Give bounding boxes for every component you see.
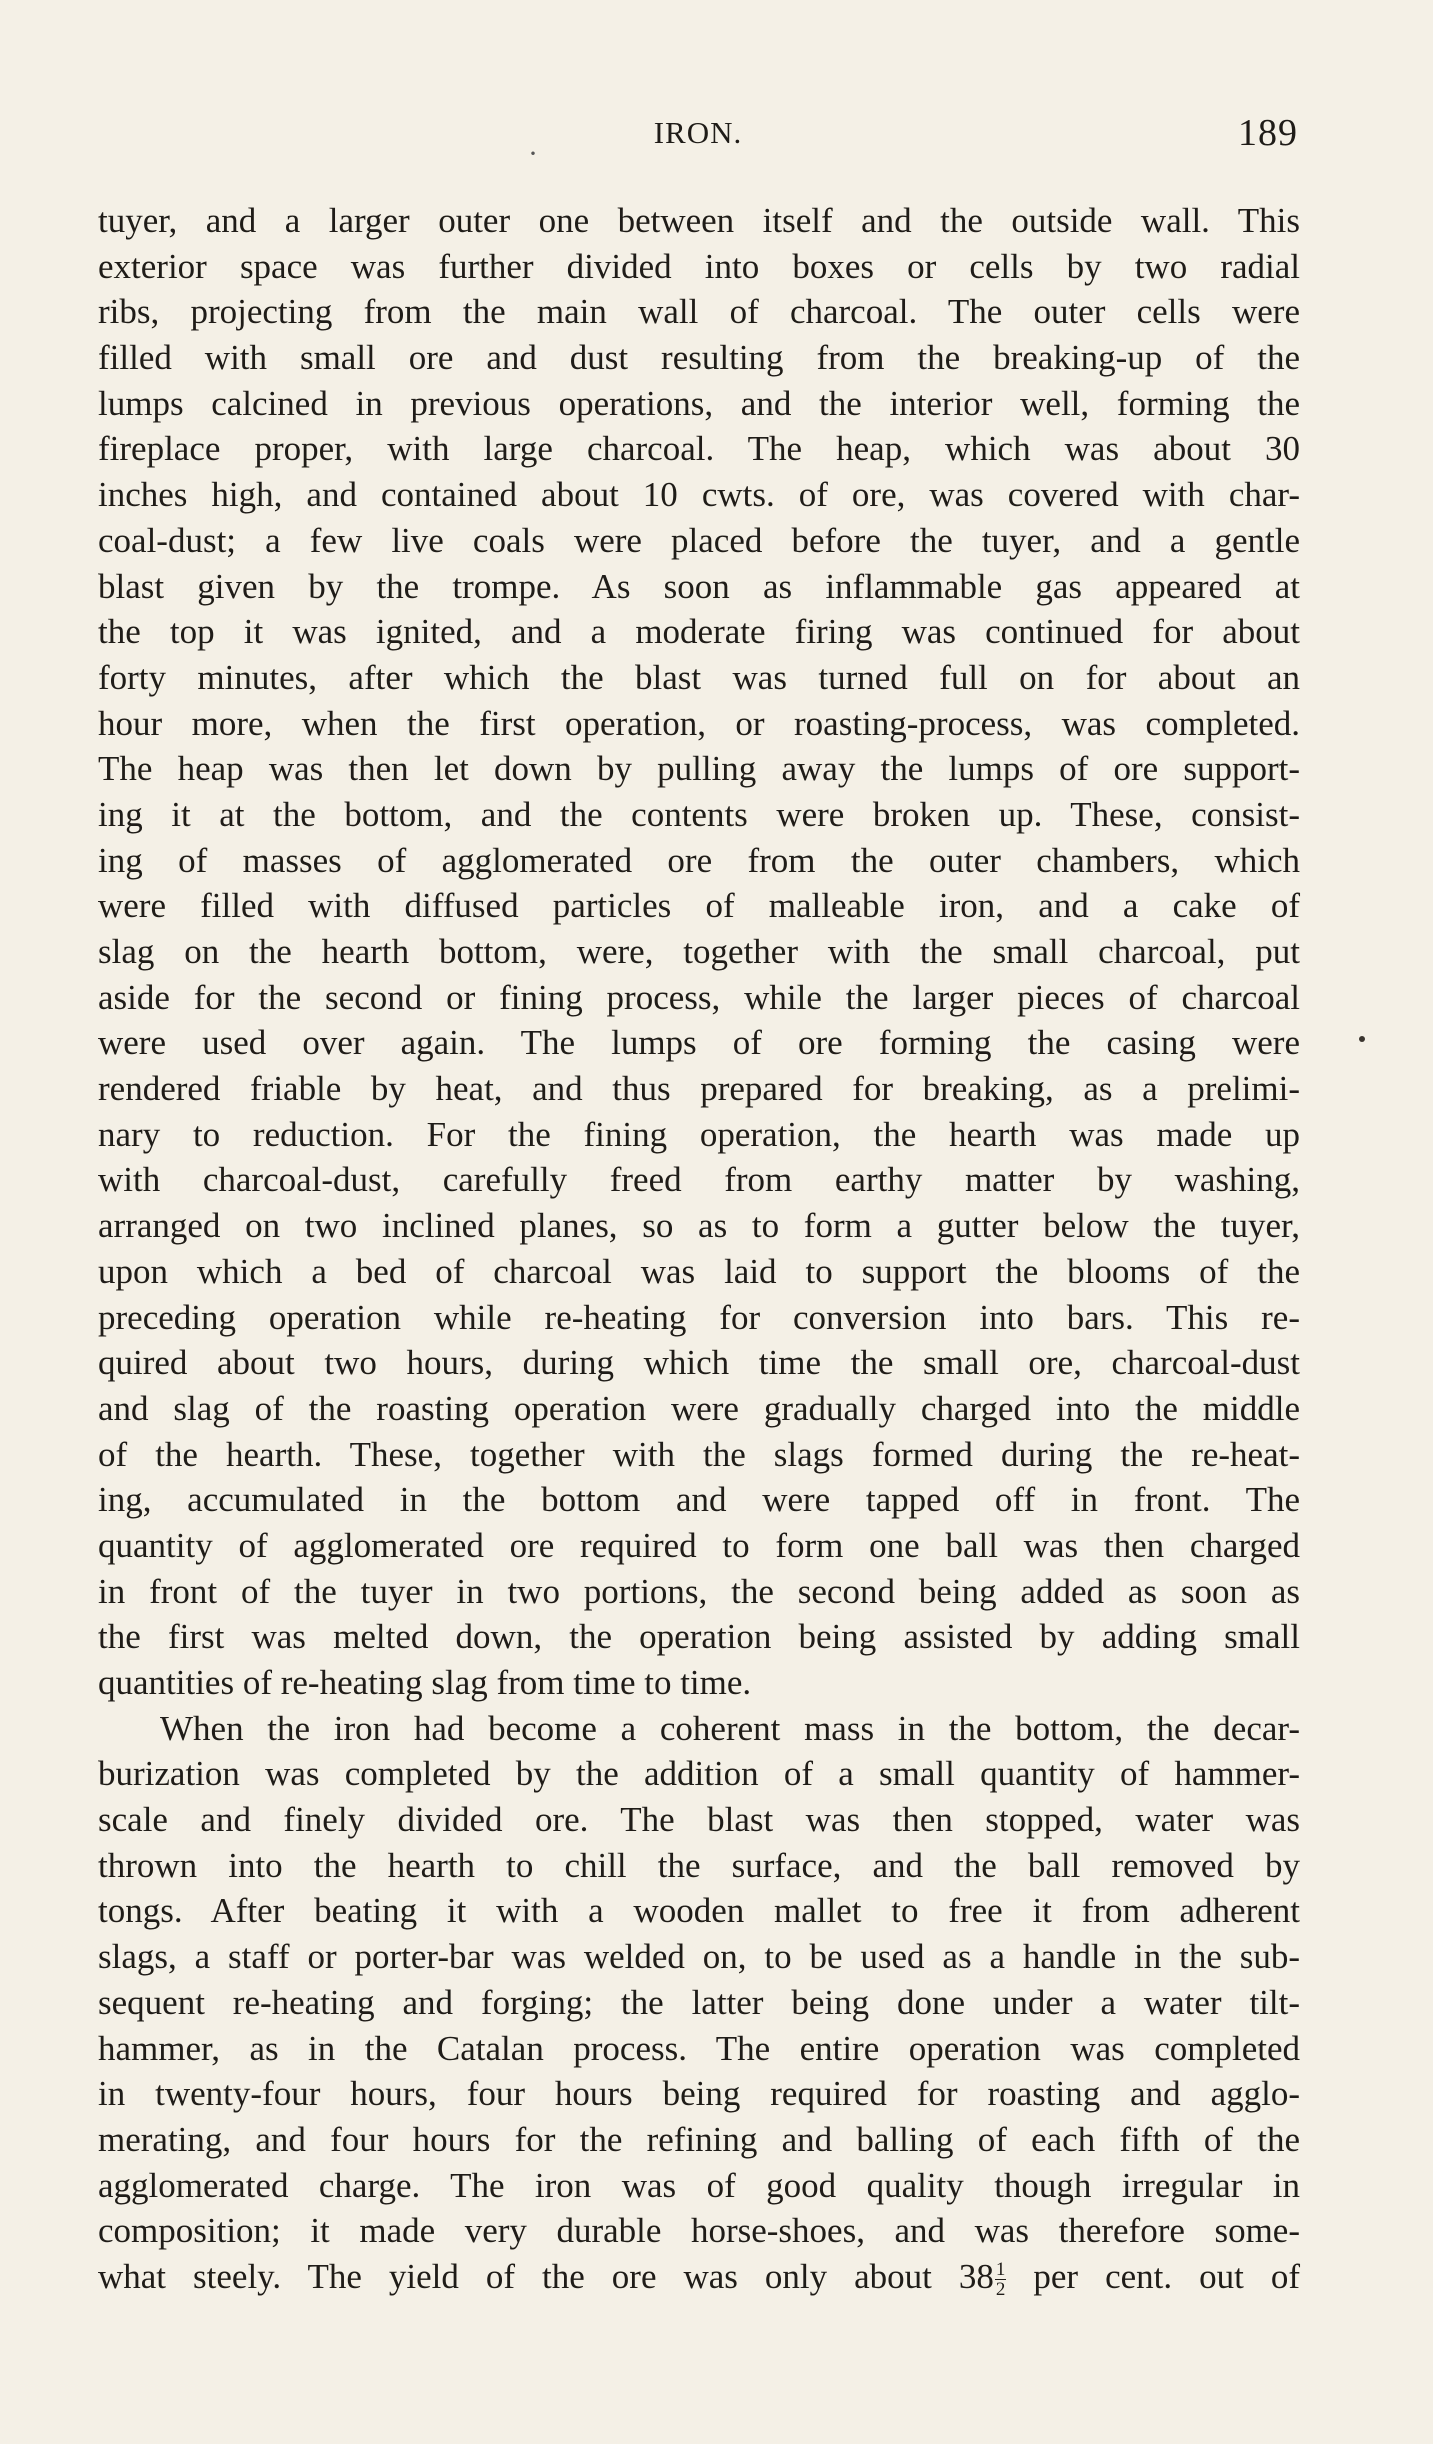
paragraph-end-line: quantities of re-heating slag from time to time. <box>98 1663 752 1702</box>
text-line: the top it was ignited, and a moderate firing was continued for about <box>98 612 1300 652</box>
page-number: 189 <box>1238 112 1298 154</box>
margin-mark <box>1359 1036 1365 1042</box>
text-line: ing of masses of agglomerated ore from the outer chambers, which <box>98 840 1300 880</box>
fraction-numerator: 1 <box>995 2259 1006 2281</box>
text-line: The heap was then let down by pulling away the lumps of ore support- <box>98 749 1300 789</box>
text-line: coal-dust; a few live coals were placed before the tuyer, and a gentle <box>98 520 1300 560</box>
final-line-after-fraction: per cent. out of <box>1006 2256 1300 2296</box>
text-line: in twenty-four hours, four hours being required for roasting and agglo- <box>98 2074 1300 2114</box>
text-line: tongs. After beating it with a wooden mallet to free it from adherent <box>98 1891 1300 1931</box>
text-line: agglomerated charge. The iron was of good quality though irregular in <box>98 2165 1300 2205</box>
text-line: filled with small ore and dust resulting from the breaking-up of the <box>98 338 1300 378</box>
text-line: forty minutes, after which the blast was turned full on for about an <box>98 657 1300 697</box>
text-line: aside for the second or fining process, while the larger pieces of charcoal <box>98 977 1300 1017</box>
text-line: preceding operation while re-heating for conversion into bars. This re- <box>98 1297 1300 1337</box>
text-line: the first was melted down, the operation being assisted by adding small <box>98 1617 1300 1657</box>
text-line: blast given by the trompe. As soon as inflammable gas appeared at <box>98 566 1300 606</box>
text-line: slag on the hearth bottom, were, together with the small charcoal, put <box>98 932 1300 971</box>
paragraph-start-line: When the iron had become a coherent mass in the bottom, the decar- <box>160 1708 1300 1748</box>
text-line: burization was completed by the addition of a small quantity of hammer- <box>98 1754 1300 1794</box>
text-line: nary to reduction. For the fining operation, the hearth was made up <box>98 1114 1300 1154</box>
text-line: were used over again. The lumps of ore forming the casing were <box>98 1023 1300 1063</box>
text-line: ribs, projecting from the main wall of charcoal. The outer cells were <box>98 292 1300 332</box>
text-line: hammer, as in the Catalan process. The entire operation was completed <box>98 2028 1300 2068</box>
running-head: IRON. <box>653 115 743 150</box>
final-text-line <box>98 2254 1300 2300</box>
header-dot-mark: · <box>528 137 538 170</box>
text-line: arranged on two inclined planes, so as to form a gutter below the tuyer, <box>98 1206 1300 1246</box>
text-line: ing, accumulated in the bottom and were tapped off in front. The <box>98 1480 1300 1520</box>
final-line-before-fraction: what steely. The yield of the ore was only about 38 <box>98 2256 994 2296</box>
text-line: of the hearth. These, together with the slags formed during the re-heat- <box>98 1434 1300 1474</box>
text-line: tuyer, and a larger outer one between itself and the outside wall. This <box>98 201 1300 240</box>
text-line: ing it at the bottom, and the contents were broken up. These, consist- <box>98 794 1300 834</box>
text-line: merating, and four hours for the refining and balling of each fifth of the <box>98 2119 1300 2159</box>
one-half-fraction <box>995 2260 1007 2299</box>
text-line: scale and finely divided ore. The blast was then stopped, water was <box>98 1800 1300 1840</box>
text-line: thrown into the hearth to chill the surface, and the ball removed by <box>98 1845 1300 1885</box>
text-line: in front of the tuyer in two portions, the second being added as soon as <box>98 1571 1300 1611</box>
fraction-denominator: 2 <box>995 2279 1006 2301</box>
text-line: composition; it made very durable horse-shoes, and was therefore some- <box>98 2211 1300 2251</box>
text-line: and slag of the roasting operation were gradually charged into the middle <box>98 1388 1300 1428</box>
text-line: slags, a staff or porter-bar was welded on, to be used as a handle in the sub- <box>98 1937 1300 1977</box>
text-line: inches high, and contained about 10 cwts. of ore, was covered with char- <box>98 475 1300 515</box>
text-line: upon which a bed of charcoal was laid to support the blooms of the <box>98 1251 1300 1291</box>
text-line: exterior space was further divided into boxes or cells by two radial <box>98 246 1300 286</box>
text-line: quired about two hours, during which time the small ore, charcoal-dust <box>98 1343 1300 1383</box>
text-line: lumps calcined in previous operations, and the interior well, forming the <box>98 383 1300 423</box>
text-line: rendered friable by heat, and thus prepared for breaking, as a prelimi- <box>98 1069 1300 1109</box>
page-header <box>98 112 1298 170</box>
text-line: sequent re-heating and forging; the latter being done under a water tilt- <box>98 1982 1300 2022</box>
text-line: quantity of agglomerated ore required to form one ball was then charged <box>98 1525 1300 1565</box>
text-line: hour more, when the first operation, or roasting-process, was completed. <box>98 703 1300 743</box>
text-line: were filled with diffused particles of malleable iron, and a cake of <box>98 886 1300 926</box>
text-line: with charcoal-dust, carefully freed from earthy matter by washing, <box>98 1160 1300 1200</box>
body-text <box>98 198 1300 2300</box>
text-line: fireplace proper, with large charcoal. The heap, which was about 30 <box>98 429 1300 469</box>
